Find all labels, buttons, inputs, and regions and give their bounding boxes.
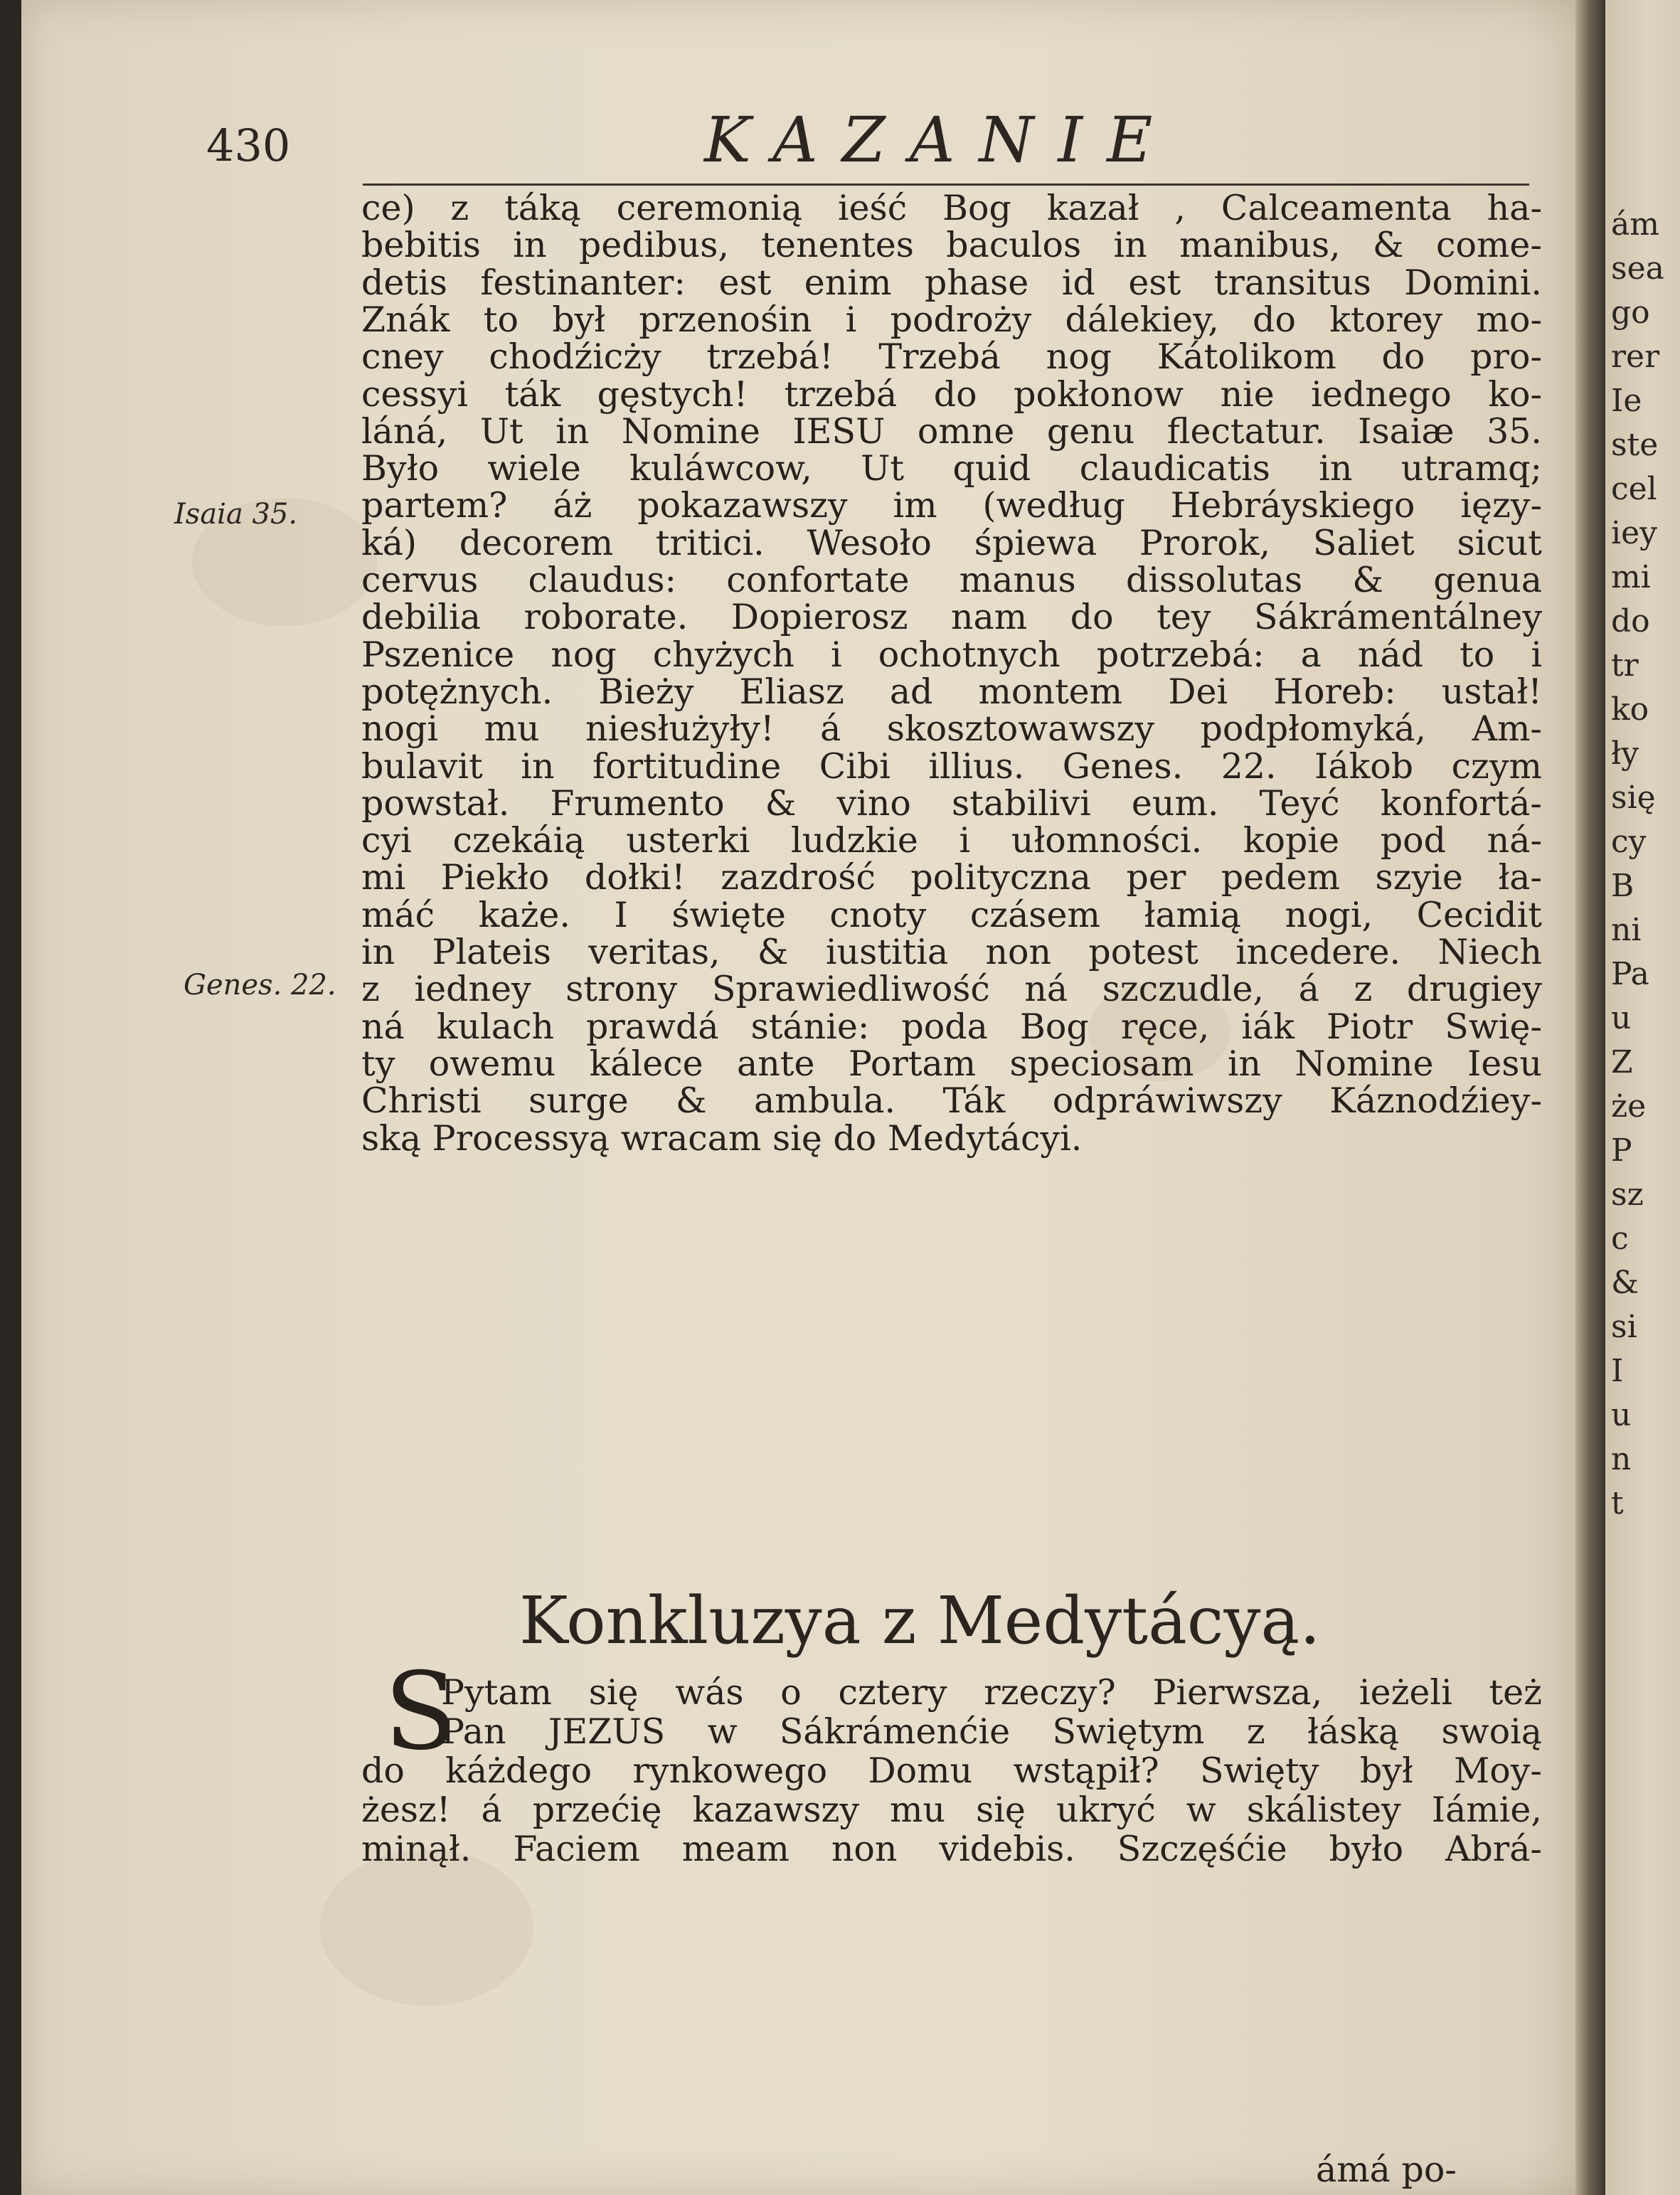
facing-page-fragment: sea xyxy=(1611,250,1664,287)
facing-page-fragment: sz xyxy=(1611,1176,1644,1213)
margin-note: Isaia 35. xyxy=(174,498,298,531)
text-line: cney chodźicży trzebá! Trzebá nog Kátolikom do pro- xyxy=(361,336,1542,378)
text-line: ce) z táką ceremonią ieść Bog kazał , Calceamenta ha- xyxy=(361,188,1542,228)
text-line: ká) decorem tritici. Wesoło śpiewa Prorok, Saliet sicut xyxy=(361,522,1542,563)
text-line: Christi surge & ambula. Ták odpráwiwszy Káznodźiey- xyxy=(361,1080,1542,1122)
facing-page-fragment: do xyxy=(1611,603,1650,639)
running-head: KAZANIE xyxy=(704,103,1177,176)
facing-page-fragment: ko xyxy=(1611,691,1649,728)
facing-page-fragment: ám xyxy=(1611,206,1659,243)
header-rule xyxy=(363,184,1529,186)
text-line: in Plateis veritas, & iustitia non potest incedere. Niech xyxy=(361,932,1542,972)
facing-page-edge xyxy=(1605,0,1680,2195)
text-line: bebitis in pedibus, tenentes baculos in manibus, & come- xyxy=(361,225,1542,266)
facing-page-fragment: mi xyxy=(1611,559,1651,595)
text-line: cyi czekáią usterki ludzkie i ułomności. kopie pod ná- xyxy=(361,820,1542,861)
text-line: Było wiele kuláwcow, Ut quid claudicatis in utramq; xyxy=(361,448,1542,489)
text-line: detis festinanter: est enim phase id est transitus Domini. xyxy=(361,262,1542,303)
facing-page-fragment: cel xyxy=(1611,471,1657,507)
facing-page-fragment: t xyxy=(1611,1485,1624,1521)
text-line: z iedney strony Sprawiedliwość ná szczudle, á z drugiey xyxy=(361,969,1542,1010)
facing-page-fragment: że xyxy=(1611,1088,1647,1125)
text-line: cessyi ták gęstych! trzebá do pokłonow nie iednego ko- xyxy=(361,373,1542,415)
section-heading: Konkluzya z Medytácyą. xyxy=(519,1583,1321,1659)
text-line: do káżdego rynkowego Domu wstąpił? Swięty był Moy- xyxy=(361,1750,1542,1791)
facing-page-fragment: P xyxy=(1611,1132,1632,1169)
facing-page-fragment: c xyxy=(1611,1221,1629,1257)
text-line: cervus claudus: confortate manus dissolutas & genua xyxy=(361,560,1542,600)
facing-page-fragment: si xyxy=(1611,1309,1637,1345)
text-line: máć każe. I święte cnoty czásem łamią nogi, Cecidit xyxy=(361,894,1542,935)
text-line: ską Processyą wracam się do Medytácyi. xyxy=(361,1117,1083,1159)
facing-page-fragment: rer xyxy=(1611,339,1660,375)
text-line: debilia roborate. Dopierosz nam do tey Sákrámentálney xyxy=(361,597,1542,638)
facing-page-fragment: tr xyxy=(1611,647,1639,684)
page-number: 430 xyxy=(206,119,291,171)
text-line: Pytam się wás o cztery rzeczy? Pierwsza, ieżeli też xyxy=(441,1672,1542,1713)
facing-page-fragment: Z xyxy=(1611,1044,1633,1080)
facing-page-fragment: Ie xyxy=(1611,383,1642,419)
facing-page-fragment: B xyxy=(1611,868,1634,904)
text-line: ty owemu kálece ante Portam speciosam in Nomine Iesu xyxy=(361,1043,1542,1084)
book-gutter xyxy=(1575,0,1605,2195)
catchword: ámá po- xyxy=(1316,2149,1457,2190)
text-line: Pan JEZUS w Sákrámenćie Swiętym z łáską swoią xyxy=(441,1711,1542,1752)
text-line: Pszenice nog chyżych i ochotnych potrzebá: a nád to i xyxy=(361,634,1542,675)
text-line: powstał. Frumento & vino stabilivi eum. Teyć konfortá- xyxy=(361,782,1542,824)
text-line: partem? áż pokazawszy im (według Hebráyskiego ięzy- xyxy=(361,485,1542,526)
facing-page-fragment: ste xyxy=(1611,427,1659,463)
facing-page-fragment: I xyxy=(1611,1353,1624,1389)
margin-note: Genes. 22. xyxy=(184,969,336,1001)
text-line: żesz! á przećię kazawszy mu się ukryć w skálistey Iámie, xyxy=(361,1790,1542,1830)
text-line: bulavit in fortitudine Cibi illius. Genes. 22. Iákob czym xyxy=(361,745,1542,787)
facing-page-fragment: n xyxy=(1611,1441,1632,1477)
facing-page-fragment: ły xyxy=(1611,735,1639,772)
facing-page-fragment: się xyxy=(1611,780,1656,816)
facing-page-fragment: Pa xyxy=(1611,956,1649,992)
facing-page-fragment: & xyxy=(1611,1265,1639,1301)
text-line: ná kulach prawdá stánie: poda Bog ręce, iák Piotr Swię- xyxy=(361,1006,1542,1047)
facing-page-fragment: u xyxy=(1611,1000,1632,1036)
drop-cap: S xyxy=(384,1650,457,1774)
facing-page-fragment: ni xyxy=(1611,912,1642,948)
facing-page-fragment: cy xyxy=(1611,824,1647,860)
facing-page-fragment: iey xyxy=(1611,515,1657,551)
text-line: láná, Ut in Nomine IESU omne genu flectatur. Isaiæ 35. xyxy=(361,410,1542,452)
text-line: potężnych. Bieży Eliasz ad montem Dei Horeb: ustał! xyxy=(361,671,1542,712)
text-line: minął. Faciem meam non videbis. Szczęśćie było Abrá- xyxy=(361,1829,1542,1869)
facing-page-fragment: go xyxy=(1611,294,1650,331)
text-line: nogi mu niesłużyły! á skosztowawszy podpłomyká, Am- xyxy=(361,708,1542,750)
text-line: Znák to był przenośin i podroży dálekiey, do ktorey mo- xyxy=(361,299,1542,340)
facing-page-fragment: u xyxy=(1611,1397,1632,1433)
text-line: mi Piekło dołki! zazdrość polityczna per pedem szyie ła- xyxy=(361,857,1542,898)
paper-stain xyxy=(320,1849,533,2006)
